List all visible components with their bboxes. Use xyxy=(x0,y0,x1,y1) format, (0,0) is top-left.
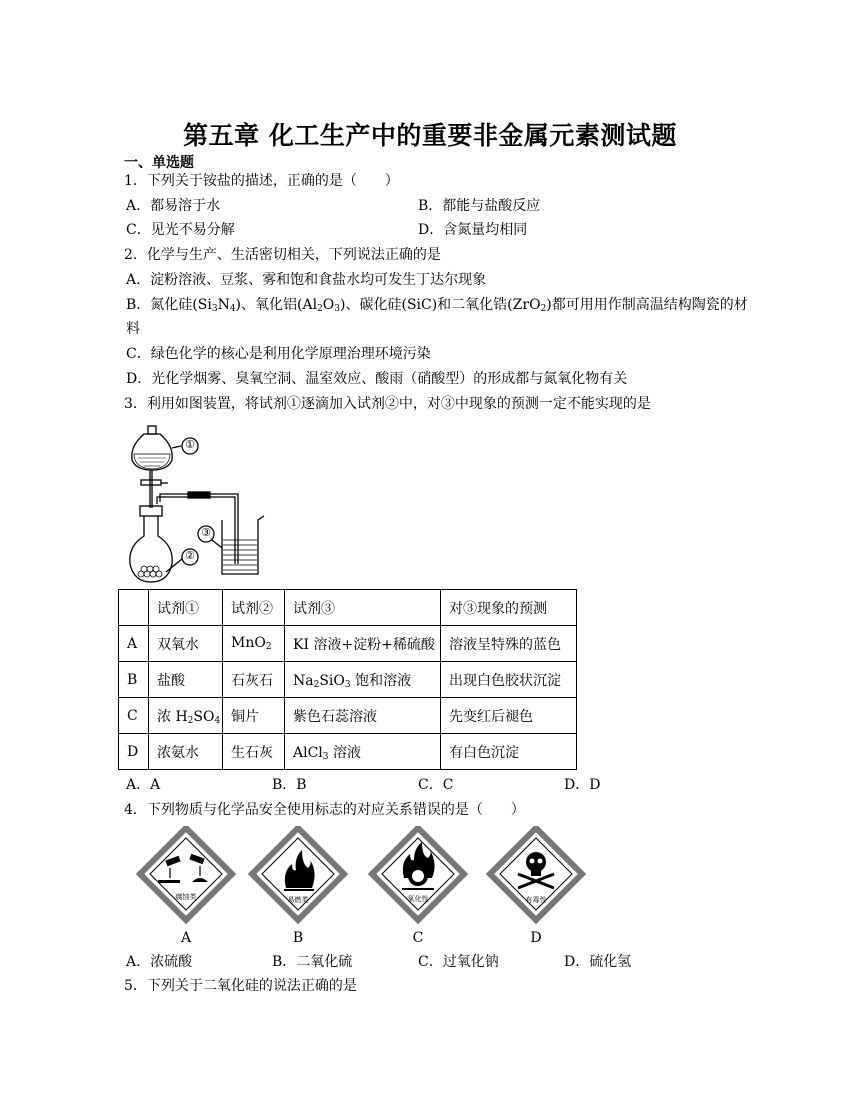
page-title: 第五章 化工生产中的重要非金属元素测试题 xyxy=(183,121,677,150)
q3-table xyxy=(118,589,577,770)
q3-choice-a: A．A xyxy=(126,777,161,793)
table-row xyxy=(119,662,577,698)
sign-a-letter: A xyxy=(180,930,192,946)
table-header-cell: 试剂③ xyxy=(285,590,441,626)
table-cell: 溶液呈特殊的蓝色 xyxy=(441,626,577,662)
q1-stem: 1．下列关于铵盐的描述，正确的是（ ） xyxy=(124,173,399,189)
q3-stem: 3．利用如图装置，将试剂①逐滴加入试剂②中，对③中现象的预测一定不能实现的是 xyxy=(124,396,651,412)
q4-choice-b: B．二氧化硫 xyxy=(272,954,353,970)
table-header-cell: 试剂② xyxy=(223,590,285,626)
q2-option-d: D．光化学烟雾、臭氧空洞、温室效应、酸雨（硝酸型）的形成都与氮氧化物有关 xyxy=(126,371,628,387)
oxidizer-sign-icon xyxy=(372,828,464,920)
sign-c-text: 氧化性 xyxy=(407,895,429,903)
table-cell: A xyxy=(119,626,149,662)
table-cell: B xyxy=(119,662,149,698)
table-cell: D xyxy=(119,734,149,770)
table-cell: C xyxy=(119,698,149,734)
q2-stem: 2．化学与生产、生活密切相关，下列说法正确的是 xyxy=(124,247,441,263)
sign-d-text: 有毒性 xyxy=(525,896,547,904)
flammable-sign-icon xyxy=(252,828,344,920)
section-heading: 一、单选题 xyxy=(124,155,194,171)
q1-option-b: B．都能与盐酸反应 xyxy=(418,198,541,214)
q4-choice-a: A．浓硫酸 xyxy=(126,954,193,970)
label-reagent-2: ② xyxy=(185,549,195,562)
table-row xyxy=(119,698,577,734)
table-cell: 双氧水 xyxy=(149,626,223,662)
q4-choice-d: D．硫化氢 xyxy=(564,954,632,970)
table-header-cell: 试剂① xyxy=(149,590,223,626)
table-cell: MnO$_2$ xyxy=(223,626,285,662)
q4-choice-c: C．过氧化钠 xyxy=(418,954,499,970)
hazard-signs xyxy=(126,826,586,948)
apparatus-diagram xyxy=(126,424,276,586)
label-reagent-1: ① xyxy=(185,438,195,451)
table-cell: 有白色沉淀 xyxy=(441,734,577,770)
q1-option-a: A．都易溶于水 xyxy=(126,198,221,214)
q1-option-c: C．见光不易分解 xyxy=(126,222,235,238)
table-row xyxy=(119,626,577,662)
label-reagent-3: ③ xyxy=(201,526,211,539)
sign-a-text: 腐蚀类 xyxy=(175,893,197,901)
table-cell: AlCl$_3$ 溶液 xyxy=(285,734,441,770)
sign-c-letter: C xyxy=(412,930,424,946)
q3-choice-b: B．B xyxy=(272,777,307,793)
q2-option-b-continued: 料 xyxy=(126,321,140,337)
table-header-cell xyxy=(119,590,149,626)
table-cell: 石灰石 xyxy=(223,662,285,698)
sign-b-text: 易燃类 xyxy=(287,896,309,904)
q5-stem: 5．下列关于二氧化硅的说法正确的是 xyxy=(124,978,357,994)
table-cell: 生石灰 xyxy=(223,734,285,770)
table-cell: 盐酸 xyxy=(149,662,223,698)
table-cell: 铜片 xyxy=(223,698,285,734)
table-row xyxy=(119,734,577,770)
q2-option-c: C．绿色化学的核心是利用化学原理治理环境污染 xyxy=(126,346,431,362)
table-cell: 先变红后褪色 xyxy=(441,698,577,734)
q3-choice-d: D．D xyxy=(564,777,601,793)
toxic-sign-icon xyxy=(490,828,582,920)
q2-option-a: A．淀粉溶液、豆浆、雾和饱和食盐水均可发生丁达尔现象 xyxy=(126,272,487,288)
table-cell: 紫色石蕊溶液 xyxy=(285,698,441,734)
sign-b-letter: B xyxy=(292,930,304,946)
table-cell: 浓氨水 xyxy=(149,734,223,770)
q1-option-d: D．含氮量均相同 xyxy=(418,222,528,238)
table-cell: 出现白色胶状沉淀 xyxy=(441,662,577,698)
corrosive-sign-icon xyxy=(140,828,232,920)
q4-stem: 4．下列物质与化学品安全使用标志的对应关系错误的是（ ） xyxy=(124,802,525,818)
table-cell: 浓 $H_2SO_4$ xyxy=(149,698,223,734)
table-cell: $Na_2SiO_3$ 饱和溶液 xyxy=(285,662,441,698)
table-cell: KI 溶液+淀粉+稀硫酸 xyxy=(285,626,441,662)
q3-choice-c: C．C xyxy=(418,777,454,793)
q2-option-b: B．氮化硅$(Si_3N_4)$、氧化铝$(Al_2O_3)$、碳化硅(SiC)和二氧化锆(ZrO$_2$)都可用用作制高温结构陶瓷的材 xyxy=(126,297,748,314)
table-header-cell: 对③现象的预测 xyxy=(441,590,577,626)
table-header-row xyxy=(119,590,577,626)
sign-d-letter: D xyxy=(530,930,542,946)
